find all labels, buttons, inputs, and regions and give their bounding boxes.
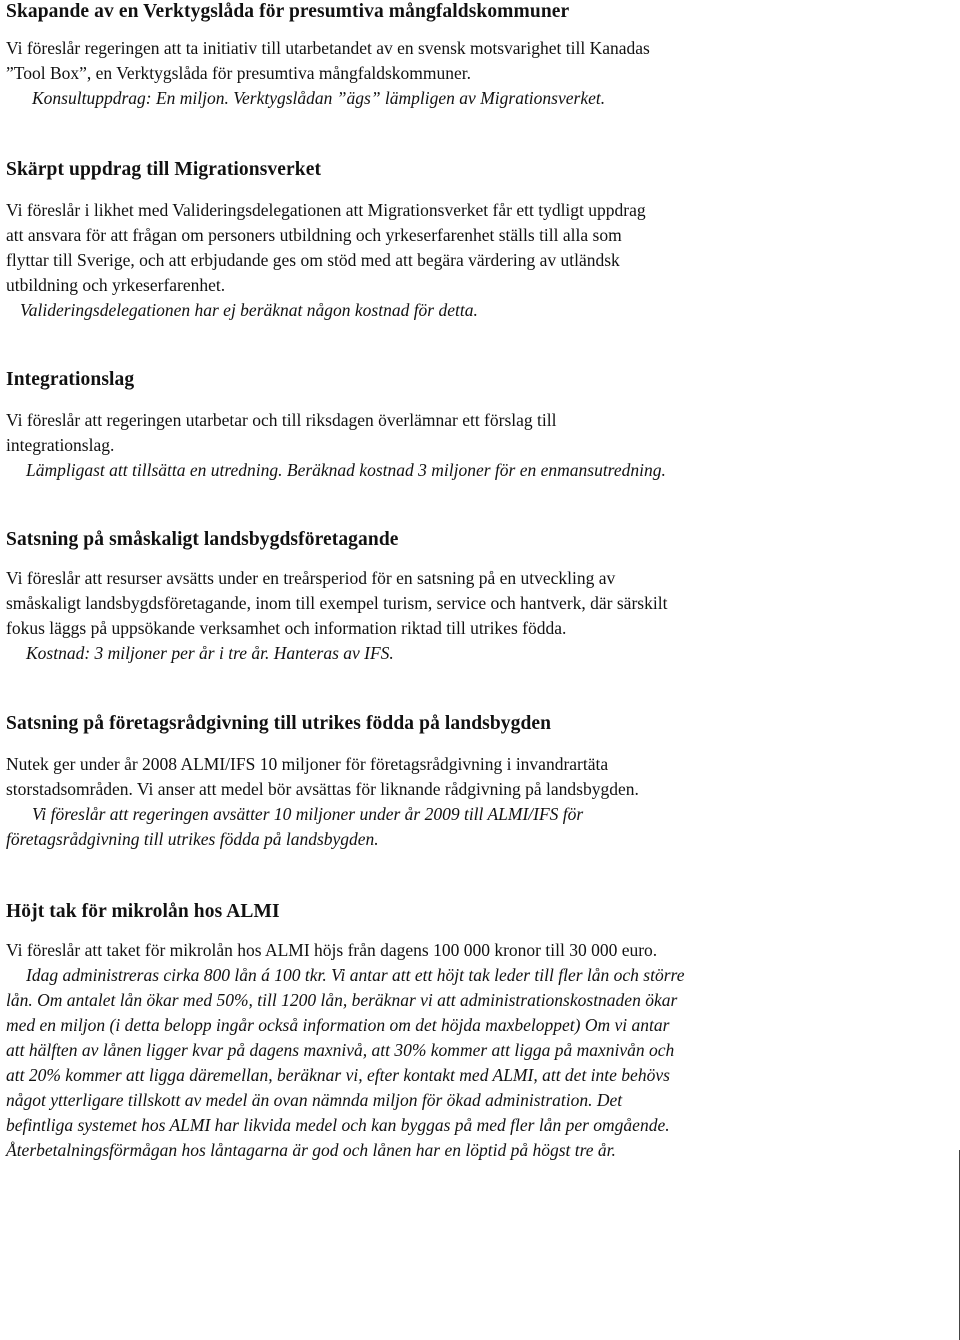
body-line: att ansvara för att frågan om personers utbildning och yrkeserfarenhet ställs till alla som [6,225,622,245]
italic-note: att 20% kommer att ligga däremellan, beräknar vi, efter kontakt med ALMI, att det inte behövs [6,1065,670,1085]
section-landsbygdsforetagande [6,528,806,666]
section-body [6,752,806,852]
section-heading: Satsning på företagsrådgivning till utrikes födda på landsbygden [6,713,552,734]
italic-note: något ytterligare tillskott av medel än ovan nämnda miljon för ökad administration. Det [6,1090,623,1110]
italic-note: med en miljon (i detta belopp ingår också information om det höjda maxbeloppet) Om vi antar [6,1015,670,1035]
section-heading: Skärpt uppdrag till Migrationsverket [6,159,322,180]
body-line: Nutek ger under år 2008 ALMI/IFS 10 miljoner för företagsrådgivning i invandrartäta [6,754,609,774]
section-integrationslag [6,368,806,483]
italic-note: att hälften av lånen ligger kvar på dagens maxnivå, att 30% kommer att ligga på maxnivån och [6,1040,675,1060]
section-body [6,36,806,111]
italic-note: lån. Om antalet lån ökar med 50%, till 1200 lån, beräknar vi att administrationskostnaden ökar [6,990,678,1010]
section-body [6,408,806,483]
body-line: småskaligt landsbygdsföretagande, inom till exempel turism, service och hantverk, där särskilt [6,593,668,613]
section-heading: Höjt tak för mikrolån hos ALMI [6,901,280,922]
section-heading: Satsning på småskaligt landsbygdsföretagande [6,529,399,550]
italic-note: Valideringsdelegationen har ej beräknat någon kostnad för detta. [20,300,478,320]
section-body [6,566,806,666]
section-verktygslada [6,0,806,111]
body-line: Vi föreslår att regeringen utarbetar och till riksdagen överlämnar ett förslag till [6,410,557,430]
section-mikrolan [6,900,806,1163]
body-line: utbildning och yrkeserfarenhet. [6,275,226,295]
italic-note: Återbetalningsförmågan hos låntagarna är god och lånen har en löptid på högst tre år. [6,1140,616,1160]
body-line: storstadsområden. Vi anser att medel bör avsättas för liknande rådgivning på landsbygden. [6,779,639,799]
italic-note: företagsrådgivning till utrikes födda på landsbygden. [6,829,379,849]
section-heading: Skapande av en Verktygslåda för presumtiva mångfaldskommuner [6,1,570,22]
body-line: Vi föreslår regeringen att ta initiativ till utarbetandet av en svensk motsvarighet till Kanadas [6,38,650,58]
section-body [6,938,806,1163]
italic-note: Kostnad: 3 miljoner per år i tre år. Hanteras av IFS. [26,643,394,663]
section-foretagsradgivning [6,712,806,852]
body-line: Vi föreslår att taket för mikrolån hos ALMI höjs från dagens 100 000 kronor till 30 000 euro. [6,940,658,960]
section-heading: Integrationslag [6,369,135,390]
body-line: Vi föreslår i likhet med Valideringsdelegationen att Migrationsverket får ett tydligt uppdrag [6,200,646,220]
body-line: Vi föreslår att resurser avsätts under en treårsperiod för en satsning på en utveckling av [6,568,616,588]
italic-note: Konsultuppdrag: En miljon. Verktygslådan ”ägs” lämpligen av Migrationsverket. [32,88,606,108]
italic-note: Idag administreras cirka 800 lån á 100 tkr. Vi antar att ett höjt tak leder till fler lån och större [26,965,685,985]
italic-note: Lämpligast att tillsätta en utredning. Beräknad kostnad 3 miljoner för en enmansutredning. [26,460,666,480]
body-line: fokus läggs på uppsökande verksamhet och information riktad till utrikes födda. [6,618,567,638]
section-body [6,198,806,323]
body-line: integrationslag. [6,435,115,455]
italic-note: Vi föreslår att regeringen avsätter 10 miljoner under år 2009 till ALMI/IFS för [32,804,584,824]
body-line: flyttar till Sverige, och att erbjudande ges om stöd med att begära värdering av utländsk [6,250,620,270]
body-line: ”Tool Box”, en Verktygslåda för presumtiva mångfaldskommuner. [6,63,472,83]
section-migrationsverket [6,158,806,323]
italic-note: befintliga systemet hos ALMI har likvida medel och kan byggas på med fler lån per omgående. [6,1115,670,1135]
